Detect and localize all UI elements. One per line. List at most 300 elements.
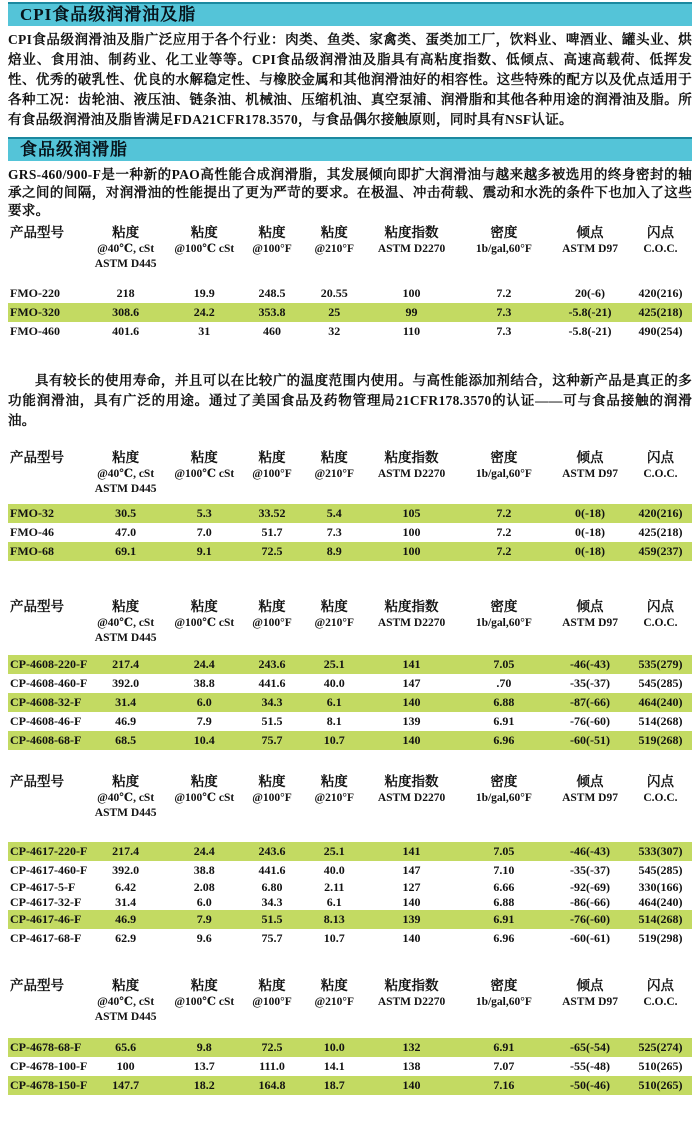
value-cell: 464(240) [638, 895, 683, 909]
col-header: @210°F [314, 468, 355, 480]
col-header: 粘度指数 [384, 450, 439, 465]
col-header: ASTM D97 [562, 617, 618, 629]
col-header: 产品型号 [10, 978, 64, 993]
col-header: ASTM D445 [94, 1011, 157, 1023]
value-cell: -35(-37) [570, 676, 611, 690]
table-header-line1 [8, 448, 692, 467]
value-cell: 20.55 [320, 286, 348, 300]
value-cell: 10.0 [323, 1040, 345, 1054]
value-cell: 20(-6) [575, 286, 606, 300]
value-cell: 62.9 [115, 931, 137, 945]
value-cell: 69.1 [115, 544, 137, 558]
table-row [8, 303, 692, 322]
value-cell: 441.6 [258, 863, 286, 877]
value-cell: 5.4 [326, 506, 342, 520]
value-cell: 140 [402, 1078, 421, 1092]
table-header-line3 [8, 631, 692, 646]
table-row [8, 1057, 692, 1076]
table-header-line2 [8, 791, 692, 806]
col-header: @100℃ cSt [174, 792, 235, 804]
value-cell: -35(-37) [570, 863, 611, 877]
value-cell: -87(-66) [570, 695, 611, 709]
value-cell: 31.4 [115, 895, 137, 909]
value-cell: 545(285) [638, 676, 683, 690]
value-cell: 6.88 [493, 695, 515, 709]
value-cell: 510(265) [638, 1078, 683, 1092]
col-header: 粘度指数 [384, 599, 439, 614]
col-header: 粘度 [112, 450, 140, 465]
col-header: ASTM D2270 [377, 617, 446, 629]
value-cell: 68.5 [115, 733, 137, 747]
table-row [8, 284, 692, 303]
product-model-cell: FMO-32 [10, 506, 54, 520]
table-row [8, 731, 692, 750]
product-model-cell: CP-4617-46-F [10, 912, 82, 926]
table-header-line3 [8, 257, 692, 272]
value-cell: 34.3 [261, 695, 283, 709]
table-header-line2 [8, 995, 692, 1010]
value-cell: 140 [402, 895, 421, 909]
col-header: ASTM D445 [94, 258, 157, 270]
value-cell: 6.91 [493, 714, 515, 728]
value-cell: 6.91 [493, 1040, 515, 1054]
table-header-line1 [8, 223, 692, 242]
col-header: 粘度 [258, 450, 286, 465]
col-header: 倾点 [576, 774, 604, 789]
col-header: C.O.C. [643, 468, 678, 480]
value-cell: 2.08 [193, 880, 215, 894]
value-cell: 139 [402, 714, 421, 728]
col-header: 粘度 [112, 978, 140, 993]
value-cell: 6.66 [493, 880, 515, 894]
value-cell: 519(298) [638, 931, 683, 945]
value-cell: 10.7 [323, 733, 345, 747]
col-header: 闪点 [646, 599, 674, 614]
table-row [8, 712, 692, 731]
col-header: 粘度 [112, 599, 140, 614]
col-header: C.O.C. [643, 792, 678, 804]
table-row [8, 842, 692, 861]
col-header: ASTM D97 [562, 468, 618, 480]
col-header: C.O.C. [643, 617, 678, 629]
value-cell: 7.2 [496, 506, 512, 520]
value-cell: 105 [402, 506, 421, 520]
value-cell: 127 [402, 880, 421, 894]
value-cell: 13.7 [193, 1059, 215, 1073]
col-header: 密度 [490, 225, 518, 240]
table-row [8, 674, 692, 693]
product-model-cell: CP-4617-220-F [10, 844, 88, 858]
header-rows-gap [8, 1025, 692, 1038]
value-cell: 25 [328, 305, 341, 319]
value-cell: 460 [263, 324, 281, 338]
value-cell: 141 [402, 844, 421, 858]
value-cell: 138 [402, 1059, 421, 1073]
value-cell: 33.52 [258, 506, 286, 520]
grease-paragraph: GRS-460/900-F是一种新的PAO高性能合成润滑脂，其发展倾向即扩大润滑油与越来越多被选用的终身密封的轴承之间的间隔，对润滑油的性能提出了更为严苛的要求。在极温、冲击荷载、震动和水洗的条件下也加入了这些要求。 [8, 167, 692, 218]
table-row [8, 895, 692, 910]
value-cell: 514(268) [638, 714, 683, 728]
value-cell: 10.4 [193, 733, 215, 747]
value-cell: 9.6 [196, 931, 212, 945]
product-model-cell: CP-4608-68-F [10, 733, 82, 747]
value-cell: -5.8(-21) [568, 324, 612, 338]
spec-table-cp4617 [8, 772, 692, 948]
value-cell: 243.6 [258, 844, 286, 858]
col-header: 粘度 [112, 225, 140, 240]
value-cell: 140 [402, 695, 421, 709]
value-cell: 7.9 [196, 714, 212, 728]
col-header: 闪点 [646, 225, 674, 240]
value-cell: 392.0 [112, 863, 140, 877]
value-cell: 8.1 [326, 714, 342, 728]
header-rows-gap [8, 272, 692, 284]
table-row [8, 1076, 692, 1095]
value-cell: 139 [402, 912, 421, 926]
col-header: @40℃, cSt [97, 243, 155, 255]
product-model-cell: CP-4678-150-F [10, 1078, 88, 1092]
product-model-cell: CP-4608-32-F [10, 695, 82, 709]
value-cell: 100 [402, 286, 421, 300]
col-header: 1b/gal,60°F [475, 617, 532, 629]
value-cell: 6.96 [493, 931, 515, 945]
col-header: ASTM D2270 [377, 792, 446, 804]
value-cell: 535(279) [638, 657, 683, 671]
col-header: 粘度 [258, 774, 286, 789]
value-cell: 8.13 [323, 912, 345, 926]
col-header: ASTM D97 [562, 243, 618, 255]
value-cell: 47.0 [115, 525, 137, 539]
table-row [8, 322, 692, 341]
col-header: ASTM D2270 [377, 243, 446, 255]
value-cell: 100 [402, 525, 421, 539]
value-cell: 420(216) [638, 286, 683, 300]
value-cell: 218 [116, 286, 135, 300]
table-row [8, 693, 692, 712]
value-cell: -50(-46) [570, 1078, 611, 1092]
product-model-cell: CP-4617-32-F [10, 895, 82, 909]
value-cell: 2.11 [324, 880, 345, 894]
col-header: @210°F [314, 617, 355, 629]
value-cell: 9.8 [196, 1040, 212, 1054]
col-header: @210°F [314, 243, 355, 255]
value-cell: 6.1 [326, 895, 342, 909]
col-header: 粘度 [190, 774, 218, 789]
table-header-line2 [8, 242, 692, 257]
value-cell: 464(240) [638, 695, 683, 709]
value-cell: 147 [402, 863, 421, 877]
value-cell: -55(-48) [570, 1059, 611, 1073]
value-cell: 459(237) [638, 544, 683, 558]
value-cell: 533(307) [638, 844, 683, 858]
col-header: 粘度指数 [384, 225, 439, 240]
col-header: 倾点 [576, 225, 604, 240]
product-model-cell: CP-4608-46-F [10, 714, 82, 728]
col-header: @210°F [314, 792, 355, 804]
header-rows-gap [8, 821, 692, 842]
value-cell: 353.8 [258, 305, 286, 319]
value-cell: 6.80 [261, 880, 283, 894]
value-cell: 14.1 [323, 1059, 345, 1073]
col-header: 倾点 [576, 599, 604, 614]
value-cell: 38.8 [193, 863, 215, 877]
col-header: ASTM D445 [94, 632, 157, 644]
value-cell: .70 [496, 676, 512, 690]
value-cell: 6.42 [115, 880, 137, 894]
value-cell: -46(-43) [570, 844, 611, 858]
value-cell: 34.3 [261, 895, 283, 909]
value-cell: 425(218) [638, 525, 683, 539]
value-cell: 140 [402, 733, 421, 747]
col-header: 1b/gal,60°F [475, 243, 532, 255]
value-cell: 30.5 [115, 506, 137, 520]
product-model-cell: FMO-68 [10, 544, 54, 558]
table-row [8, 861, 692, 880]
col-header: 粘度 [190, 450, 218, 465]
value-cell: 330(166) [638, 880, 683, 894]
value-cell: 24.4 [193, 657, 215, 671]
value-cell: 510(265) [638, 1059, 683, 1073]
value-cell: 248.5 [258, 286, 286, 300]
col-header: ASTM D97 [562, 996, 618, 1008]
col-header: 1b/gal,60°F [475, 468, 532, 480]
col-header: 产品型号 [10, 225, 64, 240]
product-model-cell: FMO-46 [10, 525, 54, 539]
col-header: 产品型号 [10, 599, 64, 614]
col-header: @100°F [252, 617, 292, 629]
value-cell: 6.0 [196, 695, 212, 709]
value-cell: 441.6 [258, 676, 286, 690]
value-cell: 40.0 [323, 863, 345, 877]
value-cell: 7.3 [496, 305, 512, 319]
value-cell: 31 [198, 324, 211, 338]
col-header: 粘度 [190, 978, 218, 993]
value-cell: 51.7 [261, 525, 283, 539]
table-row [8, 880, 692, 895]
value-cell: 217.4 [112, 844, 140, 858]
col-header: 粘度 [320, 450, 348, 465]
value-cell: 6.0 [196, 895, 212, 909]
col-header: 粘度 [190, 225, 218, 240]
value-cell: -76(-60) [570, 714, 611, 728]
col-header: 倾点 [576, 450, 604, 465]
col-header: 倾点 [576, 978, 604, 993]
table-row [8, 910, 692, 929]
value-cell: 75.7 [261, 931, 283, 945]
col-header: @100℃ cSt [174, 243, 235, 255]
table-row [8, 504, 692, 523]
value-cell: 519(268) [638, 733, 683, 747]
value-cell: 308.6 [112, 305, 140, 319]
value-cell: 141 [402, 657, 421, 671]
value-cell: 420(216) [638, 506, 683, 520]
table-header-line3 [8, 482, 692, 497]
value-cell: 46.9 [115, 912, 137, 926]
col-header: @40℃, cSt [97, 468, 155, 480]
col-header: @100°F [252, 792, 292, 804]
product-model-cell: CP-4617-5-F [10, 880, 76, 894]
value-cell: 18.2 [193, 1078, 215, 1092]
col-header: ASTM D2270 [377, 996, 446, 1008]
spec-table-fmo-light [8, 448, 692, 561]
value-cell: 75.7 [261, 733, 283, 747]
col-header: 密度 [490, 450, 518, 465]
value-cell: 9.1 [196, 544, 212, 558]
col-header: 粘度 [258, 225, 286, 240]
col-header: @40℃, cSt [97, 617, 155, 629]
col-header: @100℃ cSt [174, 617, 235, 629]
value-cell: 0(-18) [575, 525, 606, 539]
value-cell: 6.91 [493, 912, 515, 926]
value-cell: 132 [402, 1040, 421, 1054]
table-header-line3 [8, 806, 692, 821]
value-cell: -86(-66) [570, 895, 611, 909]
section-title-1: CPI食品级润滑油及脂 [20, 5, 197, 24]
col-header: 密度 [490, 978, 518, 993]
col-header: @100°F [252, 996, 292, 1008]
value-cell: 10.7 [323, 931, 345, 945]
col-header: ASTM D445 [94, 483, 157, 495]
col-header: 1b/gal,60°F [475, 792, 532, 804]
value-cell: 72.5 [261, 544, 283, 558]
value-cell: -5.8(-21) [568, 305, 612, 319]
value-cell: 7.10 [493, 863, 515, 877]
value-cell: 514(268) [638, 912, 683, 926]
product-model-cell: CP-4608-460-F [10, 676, 88, 690]
table-header-line1 [8, 597, 692, 616]
value-cell: 7.0 [196, 525, 212, 539]
product-model-cell: FMO-460 [10, 324, 60, 338]
product-model-cell: CP-4617-460-F [10, 863, 88, 877]
value-cell: 72.5 [261, 1040, 283, 1054]
value-cell: 545(285) [638, 863, 683, 877]
table-row [8, 1038, 692, 1057]
value-cell: 24.2 [193, 305, 215, 319]
value-cell: 31.4 [115, 695, 137, 709]
value-cell: -60(-61) [570, 931, 611, 945]
col-header: 粘度 [320, 225, 348, 240]
col-header: 闪点 [646, 450, 674, 465]
col-header: @40℃, cSt [97, 792, 155, 804]
value-cell: 110 [402, 324, 421, 338]
col-header: ASTM D97 [562, 792, 618, 804]
table-row [8, 542, 692, 561]
table-row [8, 655, 692, 674]
col-header: 粘度 [320, 599, 348, 614]
value-cell: -46(-43) [570, 657, 611, 671]
value-cell: 46.9 [115, 714, 137, 728]
value-cell: 18.7 [323, 1078, 345, 1092]
col-header: 闪点 [646, 774, 674, 789]
col-header: C.O.C. [643, 243, 678, 255]
product-model-cell: CP-4678-100-F [10, 1059, 88, 1073]
col-header: 粘度 [320, 978, 348, 993]
col-header: ASTM D2270 [377, 468, 446, 480]
table-row [8, 523, 692, 542]
col-header: 粘度 [190, 599, 218, 614]
col-header: 粘度指数 [384, 774, 439, 789]
value-cell: 525(274) [638, 1040, 683, 1054]
value-cell: 217.4 [112, 657, 140, 671]
value-cell: 100 [402, 544, 421, 558]
spec-table-cp4608 [8, 597, 692, 750]
col-header: @210°F [314, 996, 355, 1008]
value-cell: 243.6 [258, 657, 286, 671]
col-header: 1b/gal,60°F [475, 996, 532, 1008]
value-cell: 25.1 [323, 844, 345, 858]
product-model-cell: CP-4608-220-F [10, 657, 88, 671]
value-cell: 7.2 [496, 544, 512, 558]
value-cell: 7.05 [493, 844, 515, 858]
value-cell: 32 [328, 324, 341, 338]
value-cell: 8.9 [326, 544, 342, 558]
value-cell: 7.05 [493, 657, 515, 671]
value-cell: 7.07 [493, 1059, 515, 1073]
value-cell: -60(-51) [570, 733, 611, 747]
value-cell: 24.4 [193, 844, 215, 858]
value-cell: 19.9 [193, 286, 215, 300]
value-cell: 51.5 [261, 714, 283, 728]
value-cell: 7.16 [493, 1078, 515, 1092]
value-cell: 490(254) [638, 324, 683, 338]
col-header: 密度 [490, 774, 518, 789]
value-cell: 140 [402, 931, 421, 945]
value-cell: -92(-69) [570, 880, 611, 894]
value-cell: 7.3 [496, 324, 512, 338]
table-header-line2 [8, 467, 692, 482]
value-cell: 147.7 [112, 1078, 140, 1092]
value-cell: 164.8 [258, 1078, 286, 1092]
value-cell: 401.6 [112, 324, 140, 338]
col-header: @100°F [252, 468, 292, 480]
col-header: @100℃ cSt [174, 996, 235, 1008]
section-title-2: 食品级润滑脂 [20, 140, 128, 159]
table-header-line3 [8, 1010, 692, 1025]
col-header: 粘度 [258, 599, 286, 614]
value-cell: 147 [402, 676, 421, 690]
col-header: 粘度 [320, 774, 348, 789]
value-cell: -65(-54) [570, 1040, 611, 1054]
col-header: 产品型号 [10, 774, 64, 789]
section-title-bar-1 [8, 2, 692, 26]
value-cell: 38.8 [193, 676, 215, 690]
value-cell: -76(-60) [570, 912, 611, 926]
value-cell: 392.0 [112, 676, 140, 690]
intro-paragraph: CPI食品级润滑油及脂广泛应用于各个行业：肉类、鱼类、家禽类、蛋类加工厂，饮料业、啤酒业、罐头业、烘焙业、食用油、制药业、化工业等等。CPI食品级润滑油及脂具有高粘度指数、低倾点、高速高载荷、低挥发性、优秀的破乳性、优良的水解稳定性、与橡胶金属和其他润滑油好的相容性。这些特殊的配方以及优点适用于各种工况：齿轮油、液压油、链条油、机械油、压缩机油、真空泵浦、润滑脂和其他各种用途的润滑油及脂。所有食品级润滑油及脂皆满足FDA21CFR178.3570，与食品偶尔接触原则，同时具有NSF认证。 [8, 32, 692, 127]
col-header: 产品型号 [10, 450, 64, 465]
table-header-line1 [8, 772, 692, 791]
value-cell: 0(-18) [575, 506, 606, 520]
table-row [8, 929, 692, 948]
value-cell: 425(218) [638, 305, 683, 319]
col-header: @40℃, cSt [97, 996, 155, 1008]
section-title-bar-2 [8, 137, 692, 161]
value-cell: 100 [116, 1059, 135, 1073]
spec-table-fmo-heavy [8, 223, 692, 341]
value-cell: 25.1 [323, 657, 345, 671]
col-header: 粘度 [112, 774, 140, 789]
col-header: C.O.C. [643, 996, 678, 1008]
value-cell: 7.2 [496, 525, 512, 539]
value-cell: 6.1 [326, 695, 342, 709]
product-model-cell: FMO-220 [10, 286, 60, 300]
col-header: 闪点 [646, 978, 674, 993]
col-header: 密度 [490, 599, 518, 614]
value-cell: 65.6 [115, 1040, 137, 1054]
table-header-line2 [8, 616, 692, 631]
value-cell: 7.9 [196, 912, 212, 926]
col-header: 粘度 [258, 978, 286, 993]
